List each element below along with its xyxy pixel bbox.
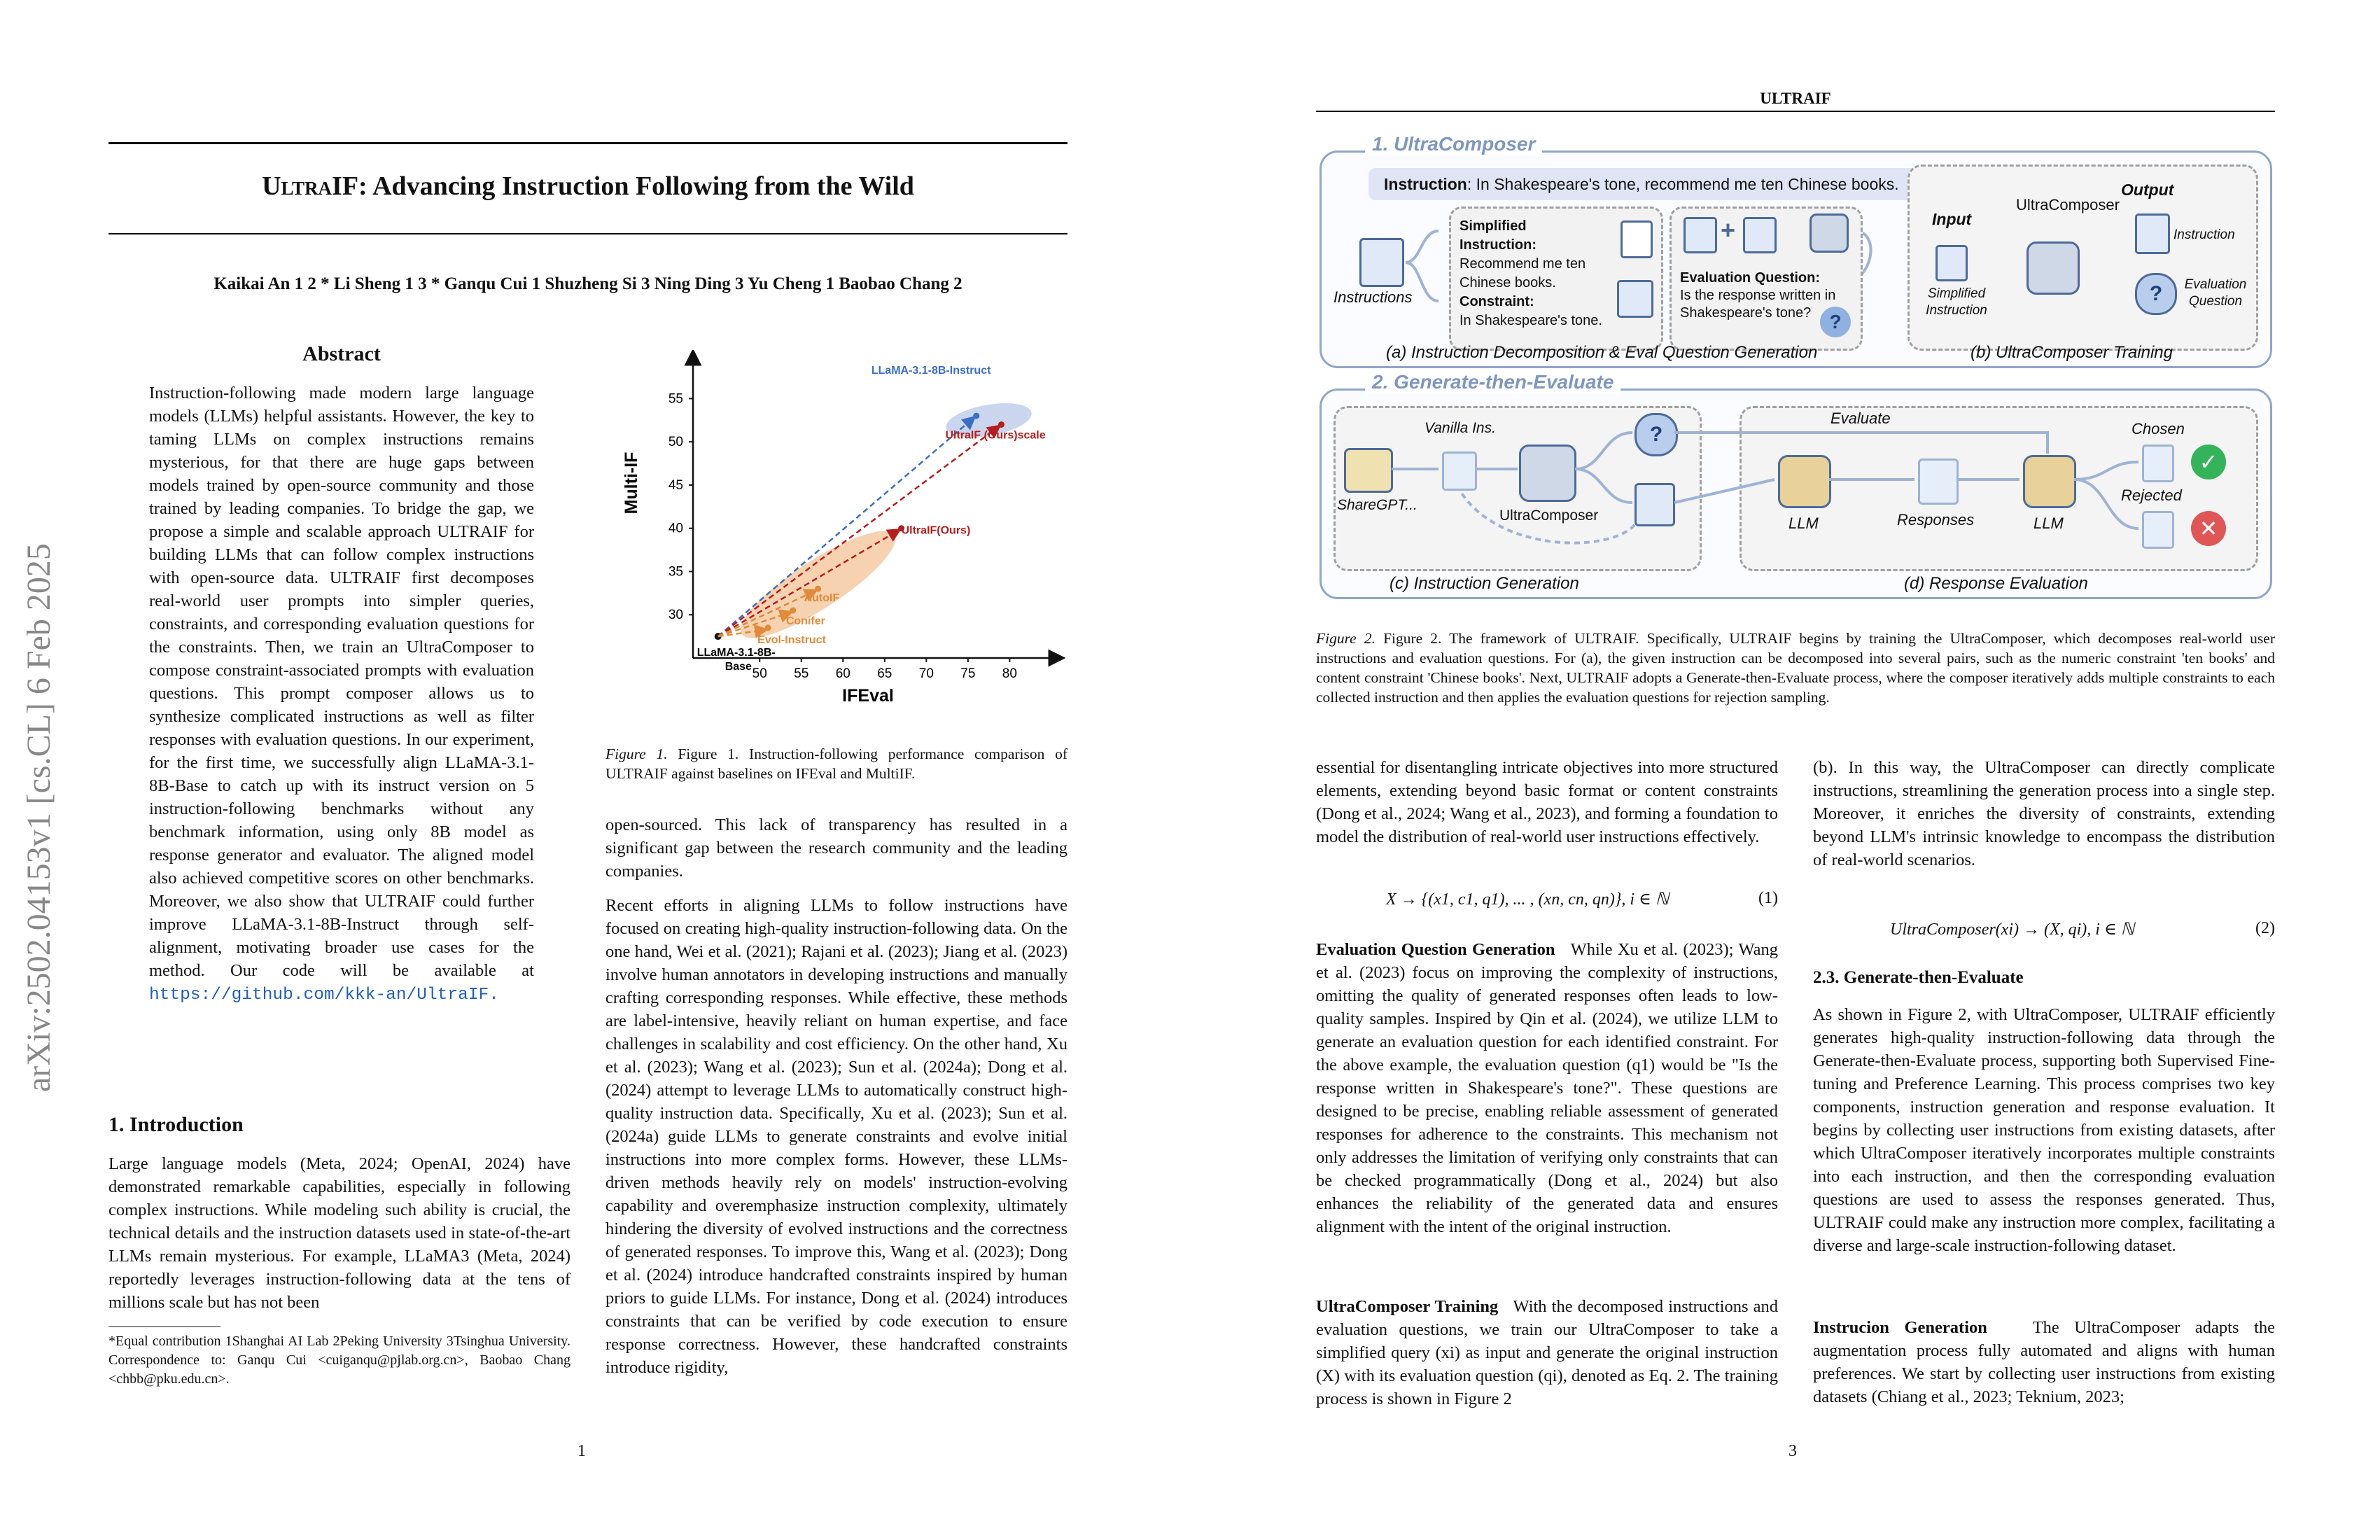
generate-connectors xyxy=(1316,133,2275,602)
series-label: LLaMA-3.1-8B-Instruct xyxy=(871,365,991,377)
gen-question-icon: ? xyxy=(1634,413,1678,456)
subcaption-d: (d) Response Evaluation xyxy=(1904,574,2088,593)
rp-col2-ig: Instrucion Generation The UltraComposer adapts the augmentation process fully automated and aligns with human preferences. We start by collecting user instructions from existing datasets (Chiang et al., 2023; Teknium, 2023; xyxy=(1813,1318,2276,1406)
left-page-col2-p2: Recent efforts in aligning LLMs to follow instructions have focused on creating high-quality instruction-following data. On the one hand, Wei et al. (2021); Rajani et al. (2023); Jiang et al. (2023) involve human annotators in developing instructions and manually crafting corresponding responses. While effective, these methods are label-intensive, heavily reliant on human expertise, and face challenges in scalability and cost efficiency. On the other hand, Xu et al. (2023); Wang et al. (2023); Sun et al. (2024a); Dong et al. (2024) attempt to leverage LLMs to automatically construct high-quality instruction data. Specifically, Xu et al. (2023); Sun et al. (2024a) guide LLMs to generate constraints and evolve initial instructions into more complex forms. However, these LLMs-driven methods heavily rely on models' instruction-evolving capability and overemphasize instruction complexity, ultimately hindering the diversity of evolved instructions and the correctness of generated responses. To improve this, Wang et al. (2023); Dong et al. (2024) introduce handcrafted constraints inspired by human priors to guide LLMs. For instance, Dong et al. (2024) introduces constraints that can be verified by code execution to ensure response correctness. However, these handcrafted constraints introduce rigidity, xyxy=(606,896,1068,1377)
highlight-ellipse-orange xyxy=(729,515,907,654)
x-tick-label: 55 xyxy=(794,666,809,681)
page-number-left: 1 xyxy=(578,1442,586,1460)
y-tick-label: 55 xyxy=(668,391,683,407)
paper-title: UltraIF: Advancing Instruction Following from the Wild xyxy=(262,172,914,201)
series-point xyxy=(765,624,771,631)
out-eval-label: Evaluation Question xyxy=(2184,277,2247,309)
question-bubble-icon: ? xyxy=(1820,307,1851,337)
series-label: UltraIF(Ours) xyxy=(901,524,971,537)
input-label: Input xyxy=(1932,210,1972,228)
y-tick-label: 45 xyxy=(668,477,683,493)
composer-label-top: UltraComposer xyxy=(2016,196,2120,214)
evaluate-label: Evaluate xyxy=(1830,410,1891,427)
out-instruction-label: Instruction xyxy=(2174,227,2235,242)
x-tick-label: 60 xyxy=(835,666,850,681)
gte-heading: 2.3. Generate-then-Evaluate xyxy=(1813,968,2024,987)
figure1-caption: Figure 1. Figure 1. Instruction-following performance comparison of ULTRAIF against baselines on IFEval and MultiIF. xyxy=(606,746,1068,782)
subcaption-c: (c) Instruction Generation xyxy=(1390,574,1579,593)
series-point xyxy=(790,608,796,614)
running-header: ULTRAIF xyxy=(1760,90,1831,107)
subcaption-b: (b) UltraComposer Training xyxy=(1970,343,2173,362)
figure2-caption: Figure 2. Figure 2. The framework of ULTRAIF. Specifically, ULTRAIF begins by training the UltraComposer, which decomposes real-world user instructions and evaluation questions. For (a), the given instruction can be decomposed into several pairs, such as the numeric constraint 'ten books' and content constraint 'Chinese books'. Next, ULTRAIF adopts a Generate-then-Evaluate process, where the composer iteratively adds multiple constraints to each collected instruction and then applies the evaluation questions for rejection sampling. xyxy=(1316,630,2275,706)
instructions-label: Instructions xyxy=(1334,288,1413,306)
series-point xyxy=(973,413,979,419)
series-label: UltraIF (Ours)scale xyxy=(945,429,1046,442)
left-page-col2-p1: open-sourced. This lack of transparency has resulted in a significant gap between the research community and the leading companies. xyxy=(606,816,1068,881)
origin-label: LLaMA-3.1-8B-Base xyxy=(696,647,776,673)
y-tick-label: 40 xyxy=(668,521,683,536)
rp-col2-p1: (b). In this way, the UltraComposer can directly complicate instructions, streamlining the generation process into a single step. Moreover, it enriches the diversity of constraints, extending beyond LLM's intrinsic knowledge to encompass the distribution of real-world scenarios. xyxy=(1813,758,2275,869)
plus-sign: + xyxy=(1721,216,1736,244)
responses-label: Responses xyxy=(1897,511,1975,528)
rp-col1-p1: essential for disentangling intricate objectives into more structured elements, extending beyond basic format or content constraints (Dong et al., 2024; Wang et al., 2023), and forming a foundation to model the distribution of real-world user instructions effectively. xyxy=(1316,758,1778,846)
series-point xyxy=(998,421,1004,428)
title-bottom-rule xyxy=(108,233,1068,234)
title-top-rule xyxy=(108,142,1068,144)
simplified-instruction-label: Simplified Instruction xyxy=(1926,286,1987,318)
equation-2: UltraComposer(xi) → (X, qi), i ∈ ℕ (2) xyxy=(1890,919,2275,939)
section1-title: 1. UltraComposer xyxy=(1365,133,1542,155)
checkmark-icon: ✓ xyxy=(2191,444,2226,479)
cross-icon: ✕ xyxy=(2191,511,2226,546)
vanilla-label: Vanilla Ins. xyxy=(1424,420,1496,436)
figure1-chart xyxy=(616,350,1078,714)
subcaption-a: (a) Instruction Decomposition & Eval Question Generation xyxy=(1386,343,1818,362)
chosen-label: Chosen xyxy=(2132,420,2185,438)
rejected-label: Rejected xyxy=(2121,486,2182,504)
series-label: Conifer xyxy=(785,615,825,628)
x-tick-label: 75 xyxy=(960,666,976,681)
x-tick-label: 80 xyxy=(1002,666,1017,681)
code-url-link[interactable]: https://github.com/kkk-an/UltraIF. xyxy=(149,986,499,1004)
intro-body: Large language models (Meta, 2024; OpenAI, 2024) have demonstrated remarkable capabilities, especially in following complex instructions. While modeling such ability is crucial, the technical details and the instruction datasets used in state-of-the-art LLMs remain mysterious. For example, LLaMA3 (Meta, 2024) reportedly leverages instruction-following data at the tens of millions scale but has not been xyxy=(108,1154,570,1312)
header-rule xyxy=(1316,111,2275,112)
rp-col1-eval-gen: Evaluation Question Generation While Xu et al. (2023); Wang et al. (2023) focus on improving the complexity of instructions, omitting the quality of generated responses often leads to low-quality samples. Inspired by Qin et al. (2024), we utilize LLM to generate an evaluation question for each identified constraint. For the above example, the evaluation question (q1) would be "Is the response written in Shakespeare's tone?". These questions are designed to be precise, enabling reliable assessment of generated responses for adherence to the constraints. This mechanism not only addresses the limitation of verifying only constraints that can be checked programmatically (Dong et al., 2024) but also enhances the reliability of the generated data and ensures alignment with the intent of the original instruction. xyxy=(1316,940,1778,1236)
author-list: Kaikai An 1 2 * Li Sheng 1 3 * Ganqu Cui 1 Shuzheng Si 3 Ning Ding 3 Yu Cheng 1 Baobao Chang 2 xyxy=(214,274,962,293)
output-question-icon: ? xyxy=(2135,273,2177,315)
y-tick-label: 35 xyxy=(668,564,683,580)
eval-question-block: Evaluation Question: Is the response written in Shakespeare's tone? xyxy=(1680,270,1836,321)
x-tick-label: 50 xyxy=(752,666,767,681)
footnote: *Equal contribution 1Shanghai AI Lab 2Peking University 3Tsinghua University. Correspondence to: Ganqu Cui <cuiganqu@pjlab.org.cn>, Baobao Chang <chbb@pku.edu.cn>. xyxy=(108,1334,570,1387)
series-label: Evol-Instruct xyxy=(757,634,826,646)
footnote-rule xyxy=(108,1326,220,1327)
x-tick-label: 65 xyxy=(877,666,892,681)
x-axis-label: IFEval xyxy=(842,686,894,706)
sharegpt-label: ShareGPT... xyxy=(1337,497,1418,513)
series-label: AutoIF xyxy=(804,592,840,605)
series-point xyxy=(815,586,821,592)
abstract-heading: Abstract xyxy=(302,342,381,365)
section2-title: 2. Generate-then-Evaluate xyxy=(1365,371,1620,393)
rp-col2-gte: As shown in Figure 2, with UltraComposer, ULTRAIF efficiently generates high-quality instruction-following data through the Generate-then-Evaluate process, supporting both Supervised Fine-tuning and Preference Learning. This process comprises two key components, instruction generation and response evaluation. It begins by collecting user instructions from existing datasets, after which UltraComposer iteratively incorporates multiple constraints into each instruction, and then the corresponding evaluation questions are used to assess the responses generated. Thus, ULTRAIF could make any instruction more complex, facilitating a diverse and large-scale instruction-following dataset. xyxy=(1813,1005,2275,1255)
x-tick-label: 70 xyxy=(918,666,934,681)
arxiv-stamp: arXiv:2502.04153v1 [cs.CL] 6 Feb 2025 xyxy=(20,543,57,1092)
page-number-right: 3 xyxy=(1788,1442,1797,1460)
instruction-banner: Instruction: In Shakespeare's tone, recommend me ten Chinese books. xyxy=(1368,168,1930,200)
simplified-block: Simplified Instruction: Recommend me ten Chinese books. Constraint: In Shakespeare's tone. xyxy=(1460,218,1602,328)
y-tick-label: 50 xyxy=(668,435,683,450)
equation-1: X → {(x1, c1, q1), ... , (xn, cn, qn)}, i ∈ ℕ (1) xyxy=(1386,889,1778,909)
y-tick-label: 30 xyxy=(668,608,683,623)
intro-heading: 1. Introduction xyxy=(108,1113,244,1136)
abstract-body: Instruction-following made modern large language models (LLMs) helpful assistants. However, the key to taming LLMs on complex instructions remains mysterious, for that there are huge gaps between models trained by open-source community and those trained by leading companies. To bridge the gap, we propose a simple and scalable approach ULTRAIF for building LLMs that can follow complex instructions with open-source data. ULTRAIF first decomposes real-world user prompts into simpler queries, constraints, and corresponding evaluation questions for the constraints. Then, we train an UltraComposer to compose constraint-associated prompts with evaluation questions. This prompt composer allows us to synthesize complicated instructions as well as filter responses with evaluation questions. In our experiment, for the first time, we successfully align LLaMA-3.1-8B-Base to catch up with its instruct version on 5 instruction-following benchmarks without any benchmark information, using only 8B model as response generator and evaluator. The aligned model also achieved competitive scores on other benchmarks. Moreover, we also show that ULTRAIF could further improve LLaMA-3.1-8B-Instruct through self-alignment, motivating broader use cases for the method. Our code will be available at https://github.com/kkk-an/UltraIF. xyxy=(149,384,534,1004)
figure2 xyxy=(1316,133,2275,602)
composer-label: UltraComposer xyxy=(1499,507,1599,524)
rp-col1-training: UltraComposer Training With the decomposed instructions and evaluation questions, we train our UltraComposer to take a simplified query (xi) as input and generate the original instruction (X) with its evaluation question (qi), denoted as Eq. 2. The training process is shown in Figure 2 xyxy=(1316,1297,1779,1408)
llm-label-2: LLM xyxy=(2033,514,2064,532)
llm-label-1: LLM xyxy=(1788,514,1819,532)
y-axis-label: Multi-IF xyxy=(622,451,641,514)
output-label: Output xyxy=(2121,181,2174,199)
